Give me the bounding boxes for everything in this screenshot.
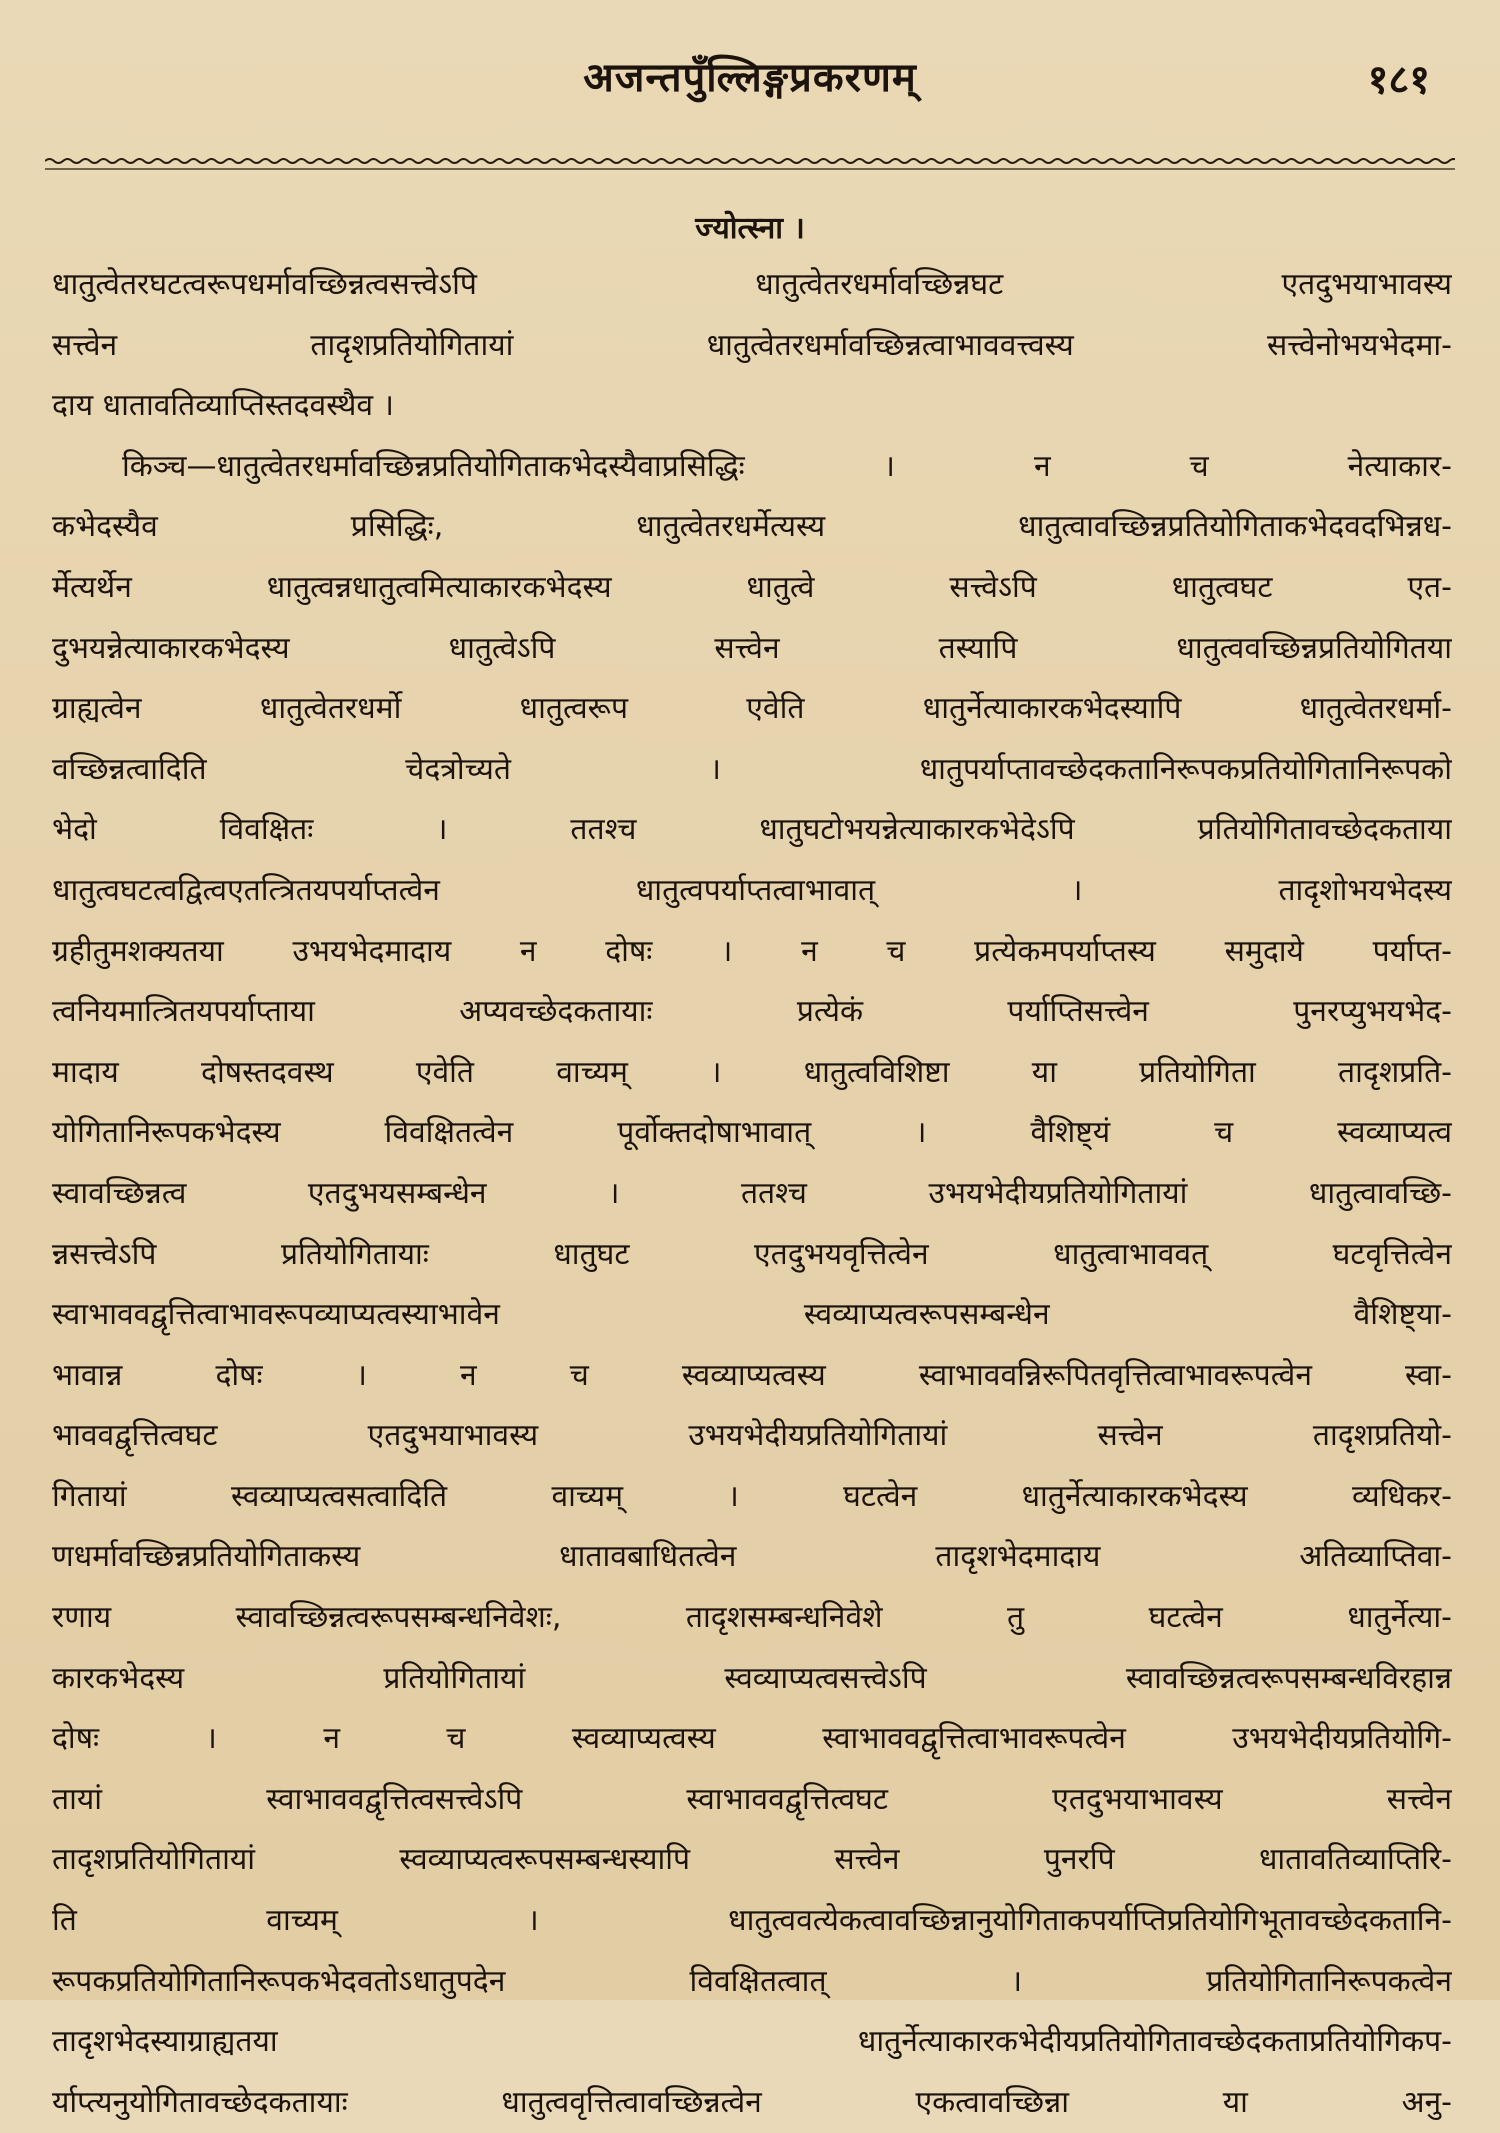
text-line: णधर्मावच्छिन्नप्रतियोगिताकस्य धातावबाधितत्वेन तादृशभेदमादाय अतिव्याप्तिवा-	[52, 1539, 1452, 1575]
text-line: न्नसत्त्वेऽपि प्रतियोगितायाः धातुघट एतदुभयवृत्तित्वेन धातुत्वाभाववत् घटवृत्तित्वेन	[52, 1236, 1452, 1272]
text-line: दोषः । न च स्वव्याप्यत्वस्य स्वाभाववद्वृत्तित्वाभावरूपत्वेन उभयभेदीयप्रतियोगि-	[52, 1721, 1452, 1757]
text-line: सत्त्वेन तादृशप्रतियोगितायां धातुत्वेतरधर्मावच्छिन्नत्वाभाववत्त्वस्य सत्त्वेनोभयभेदमा-	[52, 327, 1452, 363]
text-line: मादाय दोषस्तदवस्थ एवेति वाच्यम् । धातुत्वविशिष्टा या प्रतियोगिता तादृशप्रति-	[52, 1054, 1452, 1090]
text-line: ति वाच्यम् । धातुत्ववत्येकत्वावच्छिन्नानुयोगिताकपर्याप्तिप्रतियोगिभूतावच्छेदकतानि-	[52, 1903, 1452, 1939]
text-line: धातुत्वघटत्वद्वित्वएतत्त्रितयपर्याप्तत्वेन धातुत्वपर्याप्तत्वाभावात् । तादृशोभयभेदस्य	[52, 872, 1452, 908]
text-line: योगितानिरूपकभेदस्य विवक्षितत्वेन पूर्वोक्तदोषाभावात् । वैशिष्ट्यं च स्वव्याप्यत्व	[52, 1115, 1452, 1151]
text-line: स्वावच्छिन्नत्व एतदुभयसम्बन्धेन । ततश्च उभयभेदीयप्रतियोगितायां धातुत्वावच्छि-	[52, 1175, 1452, 1211]
text-line: ग्रहीतुमशक्यतया उभयभेदमादाय न दोषः । न च प्रत्येकमपर्याप्तस्य समुदाये पर्याप्त-	[52, 933, 1452, 969]
text-line: र्मेत्यर्थेन धातुत्वन्नधातुत्वमित्याकारकभेदस्य धातुत्वे सत्त्वेऽपि धातुत्वघट एत-	[52, 569, 1452, 605]
text-line: तादृशप्रतियोगितायां स्वव्याप्यत्वरूपसम्बन्धस्यापि सत्त्वेन पुनरपि धातावतिव्याप्तिरि-	[52, 1842, 1452, 1878]
text-line: स्वाभाववद्वृत्तित्वाभावरूपव्याप्यत्वस्याभावेन स्वव्याप्यत्वरूपसम्बन्धेन वैशिष्ट्या-	[52, 1297, 1452, 1333]
text-line: भाववद्वृत्तित्वघट एतदुभयाभावस्य उभयभेदीयप्रतियोगितायां सत्त्वेन तादृशप्रतियो-	[52, 1418, 1452, 1454]
text-line: कभेदस्यैव प्रसिद्धिः, धातुत्वेतरधर्मेत्यस्य धातुत्वावच्छिन्नप्रतियोगिताकभेदवदभिन्नध-	[52, 509, 1452, 545]
text-line: ग्राह्यत्वेन धातुत्वेतरधर्मो धातुत्वरूप एवेति धातुर्नेत्याकारकभेदस्यापि धातुत्वेतरधर्मा-	[52, 691, 1452, 727]
running-title: अजन्तपुँल्लिङ्गप्रकरणम्	[583, 55, 917, 101]
paragraph	[52, 437, 1452, 2133]
text-line: कारकभेदस्य प्रतियोगितायां स्वव्याप्यत्वसत्त्वेऽपि स्वावच्छिन्नत्वरूपसम्बन्धविरहान्न	[52, 1660, 1452, 1696]
page-number: १८१	[1367, 57, 1430, 103]
text-line: भेदो विवक्षितः । ततश्च धातुघटोभयन्नेत्याकारकभेदेऽपि प्रतियोगितावच्छेदकताया	[52, 812, 1452, 848]
paragraph	[52, 255, 1452, 437]
text-line: रणाय स्वावच्छिन्नत्वरूपसम्बन्धनिवेशः, तादृशसम्बन्धनिवेशे तु घटत्वेन धातुर्नेत्या-	[52, 1600, 1452, 1636]
text-line: तायां स्वाभाववद्वृत्तित्वसत्त्वेऽपि स्वाभाववद्वृत्तित्वघट एतदुभयाभावस्य सत्त्वेन	[52, 1781, 1452, 1817]
text-line: दाय धातावतिव्याप्तिस्तदवस्थैव ।	[52, 388, 395, 424]
text-line: भावान्न दोषः । न च स्वव्याप्यत्वस्य स्वाभाववन्निरूपितवृत्तित्वाभावरूपत्वेन स्वा-	[52, 1357, 1452, 1393]
text-line: दुभयन्नेत्याकारकभेदस्य धातुत्वेऽपि सत्त्वेन तस्यापि धातुत्ववच्छिन्नप्रतियोगितया	[52, 630, 1452, 666]
text-line: रूपकप्रतियोगितानिरूपकभेदवतोऽधातुपदेन विवक्षितत्वात् । प्रतियोगितानिरूपकत्वेन	[52, 1963, 1452, 1999]
commentary-text	[52, 255, 1452, 2133]
wavy-header-rule	[45, 156, 1455, 172]
section-title: ज्योत्स्ना ।	[695, 211, 805, 246]
text-line: धातुत्वेतरघटत्वरूपधर्मावच्छिन्नत्वसत्त्वेऽपि धातुत्वेतरधर्मावच्छिन्नघट एतदुभयाभावस्य	[52, 267, 1452, 302]
text-line: र्याप्त्यनुयोगितावच्छेदकतायाः धातुत्ववृत्तित्वावच्छिन्नत्वेन एकत्वावच्छिन्ना या अनु-	[52, 2084, 1452, 2120]
text-line: तादृशभेदस्याग्राह्यतया धातुर्नेत्याकारकभेदीयप्रतियोगितावच्छेदकताप्रतियोगिकप-	[52, 2024, 1452, 2060]
text-line: गितायां स्वव्याप्यत्वसत्वादिति वाच्यम् । घटत्वेन धातुर्नेत्याकारकभेदस्य व्यधिकर-	[52, 1478, 1452, 1514]
text-line: किञ्च—धातुत्वेतरधर्मावच्छिन्नप्रतियोगिताकभेदस्यैवाप्रसिद्धिः । न च नेत्याकार-	[122, 448, 1452, 484]
text-line: वच्छिन्नत्वादिति चेदत्रोच्यते । धातुपर्याप्तावच्छेदकतानिरूपकप्रतियोगितानिरूपको	[52, 751, 1452, 787]
text-line: त्वनियमात्त्रितयपर्याप्ताया अप्यवच्छेदकतायाः प्रत्येकं पर्याप्तिसत्त्वेन पुनरप्युभयभेद-	[52, 994, 1452, 1030]
